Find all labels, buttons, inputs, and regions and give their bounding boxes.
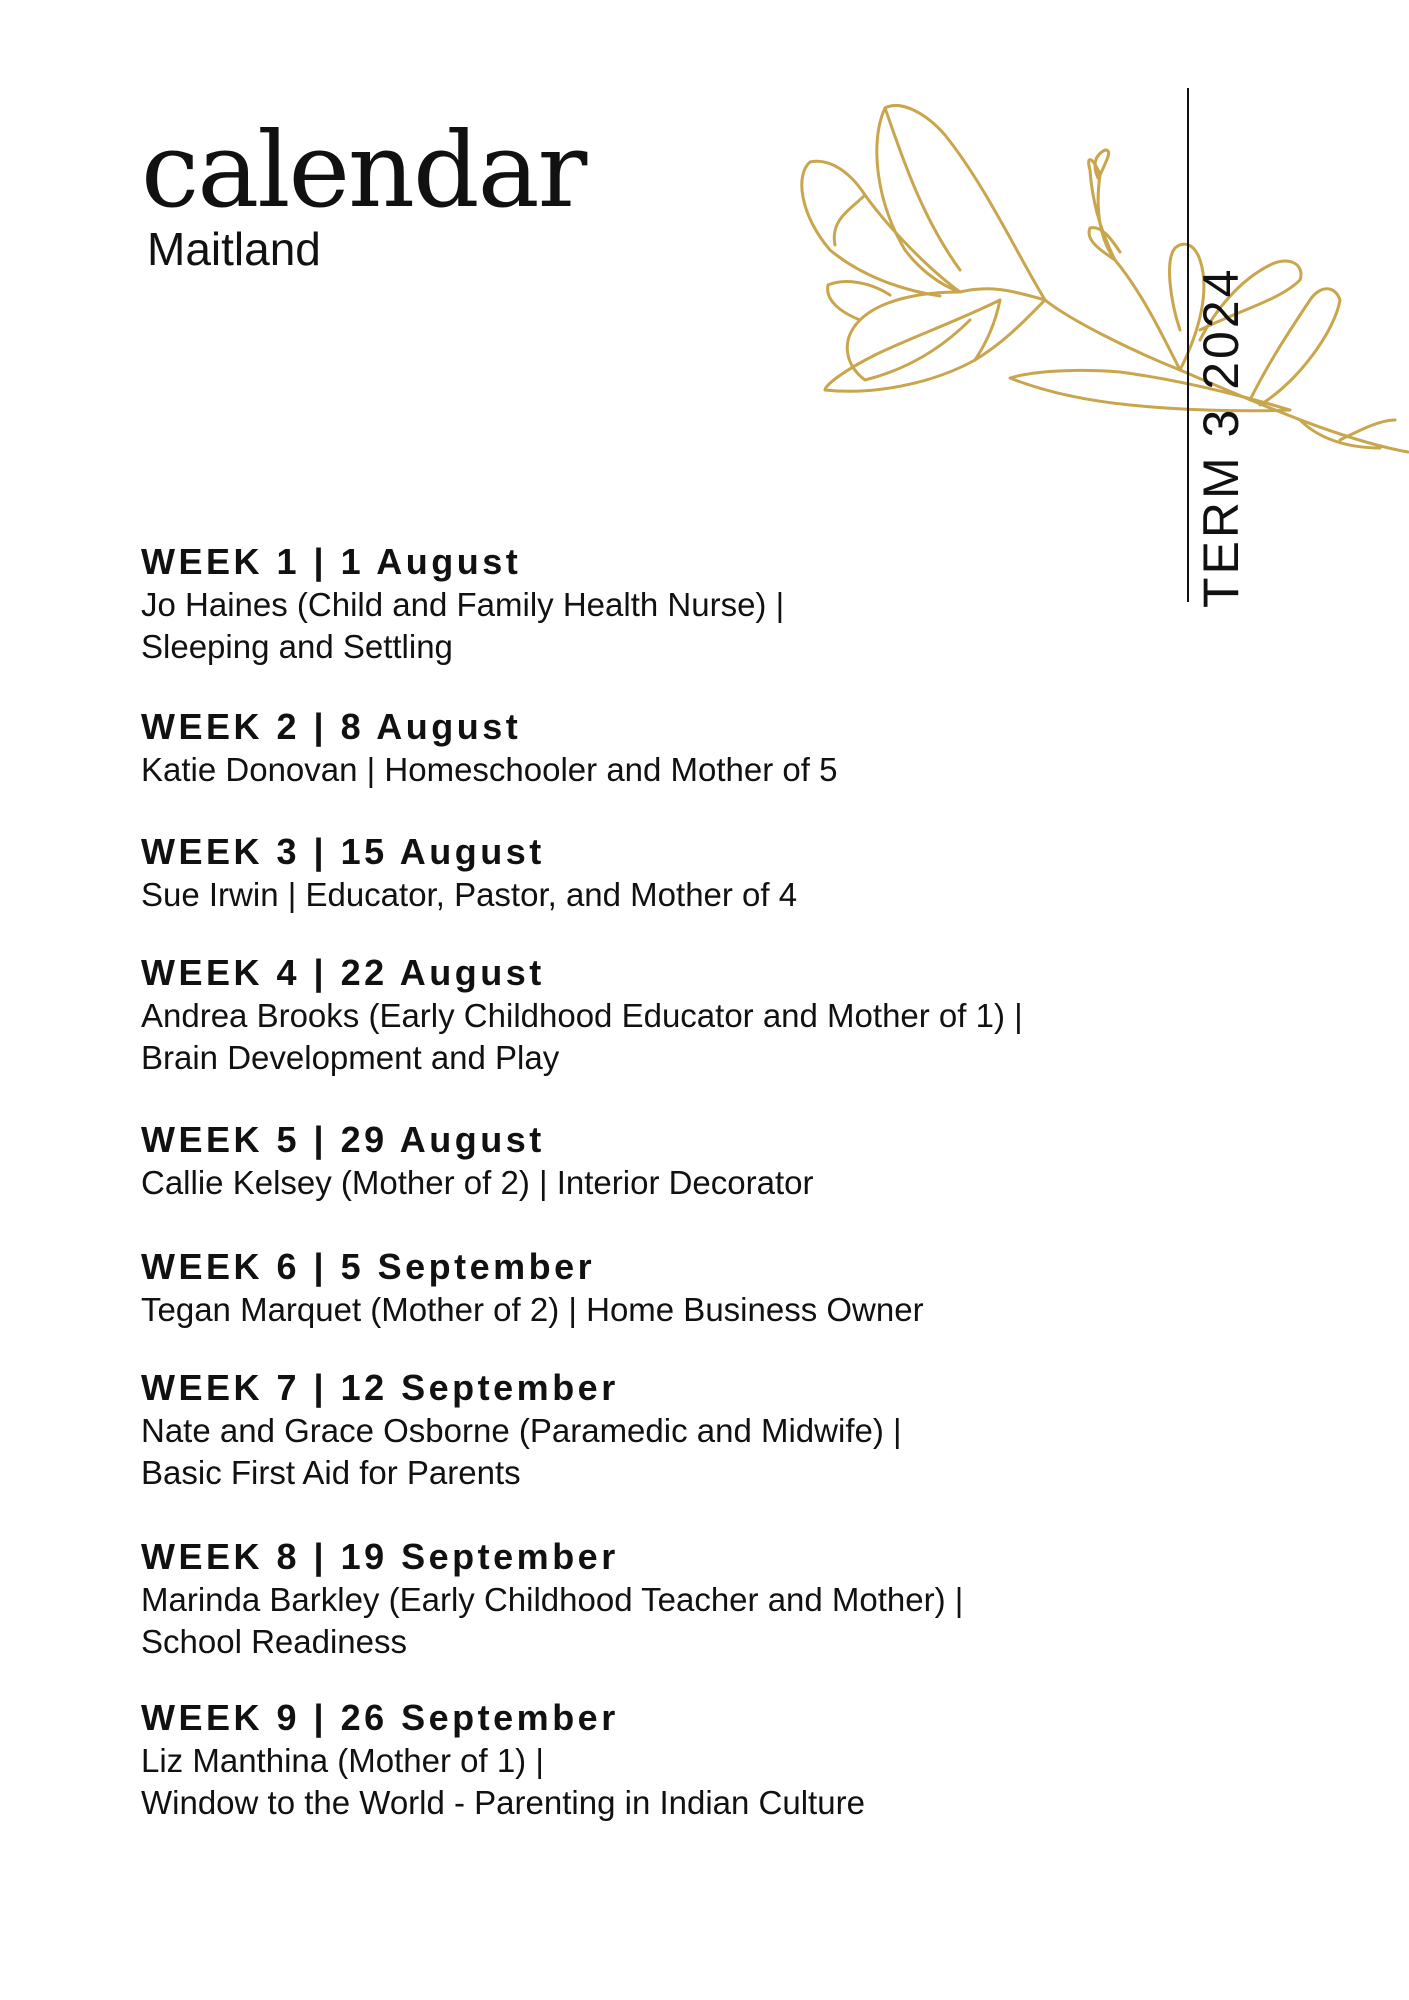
week-detail: Basic First Aid for Parents [141, 1454, 521, 1491]
week-detail: Brain Development and Play [141, 1039, 560, 1076]
week-entry [141, 705, 1141, 791]
week-heading: WEEK 4 | 22 August [141, 952, 545, 993]
week-heading: WEEK 5 | 29 August [141, 1119, 545, 1160]
week-entry [141, 1535, 1141, 1663]
week-detail: Liz Manthina (Mother of 1) | [141, 1742, 544, 1779]
week-detail: School Readiness [141, 1623, 407, 1660]
week-detail: Andrea Brooks (Early Childhood Educator and Mother of 1) | [141, 997, 1023, 1034]
week-detail: Jo Haines (Child and Family Health Nurse) | [141, 586, 785, 623]
week-entry [141, 1118, 1141, 1204]
page-title: calendar [141, 109, 586, 231]
week-heading: WEEK 8 | 19 September [141, 1536, 619, 1577]
week-detail: Marinda Barkley (Early Childhood Teacher and Mother) | [141, 1581, 964, 1618]
week-detail: Sue Irwin | Educator, Pastor, and Mother of 4 [141, 876, 798, 913]
week-entry [141, 951, 1141, 1079]
flower-icon [780, 95, 1409, 475]
week-detail: Window to the World - Parenting in Indian Culture [141, 1784, 865, 1821]
week-heading: WEEK 1 | 1 August [141, 541, 522, 582]
week-entry [141, 830, 1141, 916]
week-heading: WEEK 2 | 8 August [141, 706, 522, 747]
week-heading: WEEK 3 | 15 August [141, 831, 545, 872]
week-detail: Sleeping and Settling [141, 628, 453, 665]
week-entry [141, 1245, 1141, 1331]
week-entry [141, 1696, 1141, 1824]
week-heading: WEEK 6 | 5 September [141, 1246, 596, 1287]
week-detail: Nate and Grace Osborne (Paramedic and Midwife) | [141, 1412, 902, 1449]
week-detail: Callie Kelsey (Mother of 2) | Interior Decorator [141, 1164, 814, 1201]
term-label: TERM 3 2024 [1193, 266, 1249, 608]
week-entry [141, 1366, 1141, 1494]
week-detail: Katie Donovan | Homeschooler and Mother of 5 [141, 751, 838, 788]
location-subtitle: Maitland [147, 223, 321, 275]
week-heading: WEEK 7 | 12 September [141, 1367, 619, 1408]
week-detail: Tegan Marquet (Mother of 2) | Home Business Owner [141, 1291, 924, 1328]
week-heading: WEEK 9 | 26 September [141, 1697, 619, 1738]
week-entry [141, 540, 1141, 668]
